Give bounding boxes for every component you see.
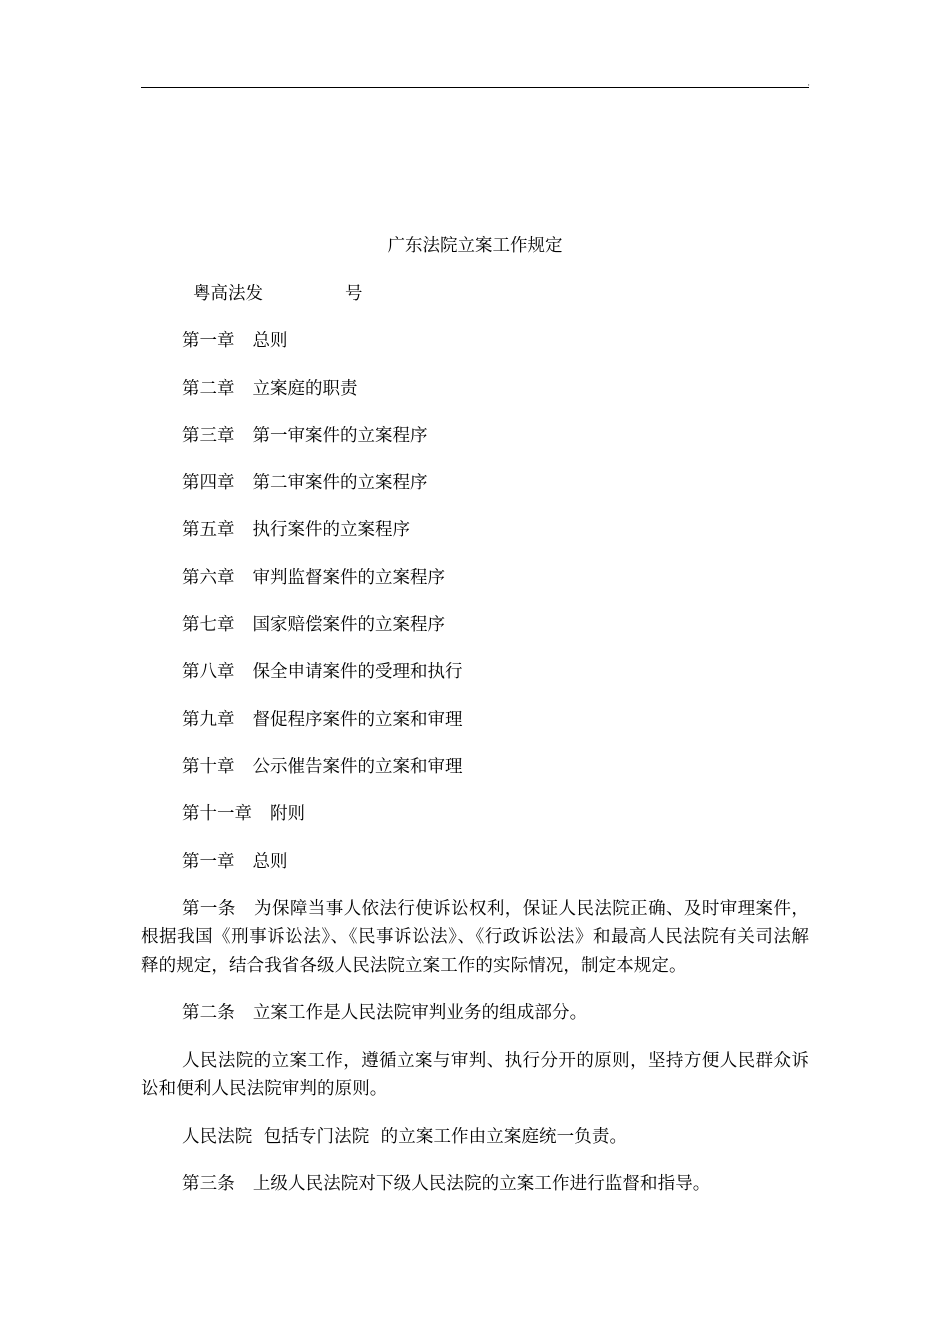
toc-chapter-title: 执行案件的立案程序 [252,520,410,541]
toc-item [141,658,809,686]
toc-chapter-title: 保全申请案件的受理和执行 [252,662,463,683]
toc-item [141,611,809,639]
toc-chapter: 第九章 [182,709,235,730]
toc-chapter-title: 总则 [252,331,288,352]
article-label: 第一条 [182,898,236,919]
toc-chapter-title: 附则 [270,804,305,825]
toc-chapter: 第十章 [182,756,235,777]
article-text: 立案工作是人民法院审判业务的组成部分。 [252,1003,588,1024]
toc-item [141,800,809,828]
toc-chapter-title: 审判监督案件的立案程序 [252,567,445,588]
toc-chapter-title: 立案庭的职责 [252,378,358,399]
document-body [141,232,809,1199]
toc-item [141,469,809,497]
toc-chapter: 第三章 [182,425,235,446]
toc-chapter: 第一章 [182,331,235,352]
toc-chapter-title: 公示催告案件的立案和审理 [252,756,463,777]
article-1 [141,895,809,981]
toc-chapter: 第四章 [182,473,235,494]
chapter-heading-title: 总则 [252,851,288,872]
toc-item [141,422,809,450]
toc-chapter-title: 国家赔偿案件的立案程序 [252,615,445,636]
article-3 [141,1170,809,1199]
article-2-paragraph-3: 人民法院 包括专门法院 的立案工作由立案庭统一负责。 [182,1126,628,1147]
chapter-heading [141,848,809,876]
toc-item [141,516,809,544]
toc-item [141,706,809,734]
toc-item [141,327,809,355]
header-rule [141,87,809,88]
toc-item [141,375,809,403]
toc-chapter-title: 第一审案件的立案程序 [252,425,428,446]
document-number-prefix: 粤高法发 [193,284,263,304]
toc-item [141,564,809,592]
chapter-heading-number: 第一章 [182,851,235,872]
article-text: 为保障当事人依法行使诉讼权利，保证人民法院正确、及时审理案件，根据我国《刑事诉讼法》、《民事诉讼法》、《行政诉讼法》和最高人民法院有关司法解释的规定，结合我省各级人民法院立案工作的实际情况，制定本规定。 [141,898,809,976]
toc-chapter-title: 督促程序案件的立案和审理 [252,709,463,730]
toc-chapter: 第五章 [182,520,235,541]
toc-chapter: 第十一章 [182,804,252,825]
toc-chapter: 第六章 [182,567,235,588]
document-number [141,280,809,308]
toc-item [141,753,809,781]
toc-chapter: 第八章 [182,662,235,683]
toc-chapter-title: 第二审案件的立案程序 [252,473,428,494]
article-label: 第三条 [182,1174,235,1195]
document-number-suffix: 号 [345,284,363,304]
document-title: 广东法院立案工作规定 [387,236,563,256]
article-2 [141,999,809,1028]
header-tick-mark: ' [808,84,810,91]
article-text: 上级人民法院对下级人民法院的立案工作进行监督和指导。 [252,1174,711,1195]
article-2-paragraph-2: 人民法院的立案工作，遵循立案与审判、执行分开的原则，坚持方便人民群众诉讼和便利人民法院审判的原则。 [141,1050,809,1100]
toc-chapter: 第二章 [182,378,235,399]
article-label: 第二条 [182,1003,235,1024]
table-of-contents [141,327,809,875]
toc-chapter: 第七章 [182,615,235,636]
